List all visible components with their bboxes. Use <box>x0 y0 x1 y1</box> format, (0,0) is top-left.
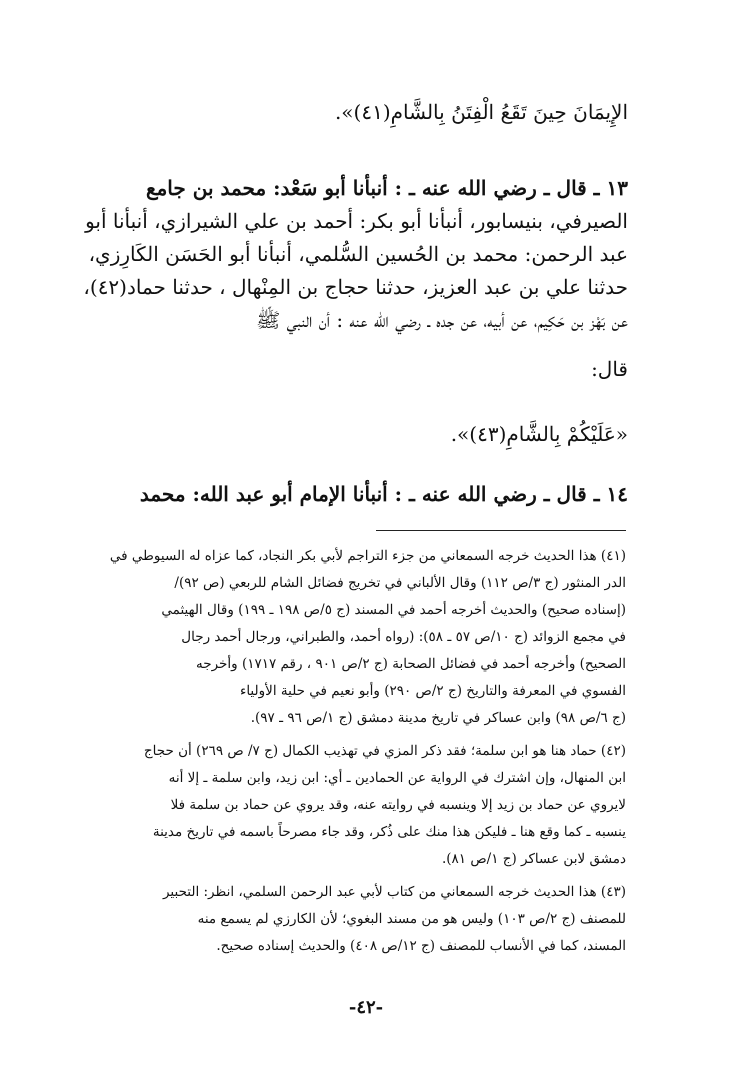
footnote-line: ابن المنهال، وإن اشترك في الرواية عن الحمادين ـ أي: ابن زيد، وابن سلمة ـ إلا أنه <box>168 770 626 786</box>
footnote-line: ينسبه ـ كما وقع هنا ـ فليكن هذا منك على ذُكر، وقد جاء مصرحاً باسمه في تاريخ مدينة <box>152 824 626 840</box>
footnote-line: الفسوي في المعرفة والتاريخ (ج ٢/ص ٢٩٠) وأبو نعيم في حلية الأولياء <box>239 683 626 699</box>
footnote-line: (٤٣) هذا الحديث خرجه السمعاني من كتاب لأبي عبد الرحمن السلمي، انظر: التحبير <box>162 884 626 900</box>
hadith-13-line-3: عبد الرحمن: محمد بن الحُسين السُّلمي، أنبأنا أبو الحَسَن الكَارِزي، <box>88 242 628 266</box>
footnote-separator <box>376 530 626 531</box>
page-number: -٤٢- <box>348 997 384 1018</box>
hadith-13-line-5: عن بَهْز بن حَكِيم، عن أبيه، عن جده ـ رضي الله عنه : أن النبي ﷺ <box>256 308 628 332</box>
footnote-line: لايروي عن حماد بن زيد إلا وينسبه في روايته عنه، وقد يروي عن حماد بن سلمة فلا <box>170 797 626 813</box>
hadith-13-line-4: حدثنا علي بن عبد العزيز، حدثنا حجاج بن المِنْهال ، حدثنا حماد(٤٢)، <box>83 275 628 299</box>
body-line-1: الإِيمَانَ حِينَ تَقَعُ الْفِتَنُ بِالشَّامِ(٤١)». <box>334 100 628 124</box>
hadith-13-line-7: «عَلَيْكُمْ بِالشَّامِ(٤٣)». <box>450 422 628 446</box>
footnote-line: (ج ٦/ص ٩٨) وابن عساكر في تاريخ مدينة دمشق (ج ١/ص ٩٦ ـ ٩٧). <box>250 710 626 726</box>
footnote-line: للمصنف (ج ٢/ص ١٠٣) وليس هو من مسند البغوي؛ لأن الكارزي لم يسمع منه <box>197 911 626 927</box>
footnote-line: في مجمع الزوائد (ج ١٠/ص ٥٧ ـ ٥٨): (رواه أحمد، والطبراني، ورجال أحمد رجال <box>181 629 626 645</box>
footnote-line: دمشق لابن عساكر (ج ١/ص ٨١). <box>441 851 626 867</box>
hadith-13-line-1: ١٣ ـ قال ـ رضي الله عنه ـ : أنبأنا أبو سَعْد: محمد بن جامع <box>145 176 628 200</box>
hadith-13-line-2: الصيرفي، بنيسابور، أنبأنا أبو بكر: أحمد بن علي الشيرازي، أنبأنا أبو <box>85 209 628 233</box>
footnote-line: (٤١) هذا الحديث خرجه السمعاني من جزء التراجم لأبي بكر النجاد، كما عزاه له السيوطي في <box>109 548 626 564</box>
footnote-line: الصحيح) وأخرجه أحمد في فضائل الصحابة (ج ٢/ص ٩٠١ ، رقم ١٧١٧) وأخرجه <box>196 656 626 672</box>
footnote-line: المسند، كما في الأنساب للمصنف (ج ١٢/ص ٤٠٨) والحديث إسناده صحيح. <box>216 938 626 954</box>
footnote-line: الدر المنثور (ج ٣/ص ١١٢) وقال الألباني في تخريج فضائل الشام للربعي (ص ٩٢)/ <box>174 575 626 591</box>
hadith-13-line-6: قال: <box>591 357 628 381</box>
hadith-14-line-1: ١٤ ـ قال ـ رضي الله عنه ـ : أنبأنا الإمام أبو عبد الله: محمد <box>139 482 628 506</box>
footnote-line: (٤٢) حماد هنا هو ابن سلمة؛ فقد ذكر المزي في تهذيب الكمال (ج ٧/ ص ٢٦٩) أن حجاج <box>143 743 626 759</box>
footnote-line: (إسناده صحيح) والحديث أخرجه أحمد في المسند (ج ٥/ص ١٩٨ ـ ١٩٩) وقال الهيثمي <box>161 602 626 618</box>
